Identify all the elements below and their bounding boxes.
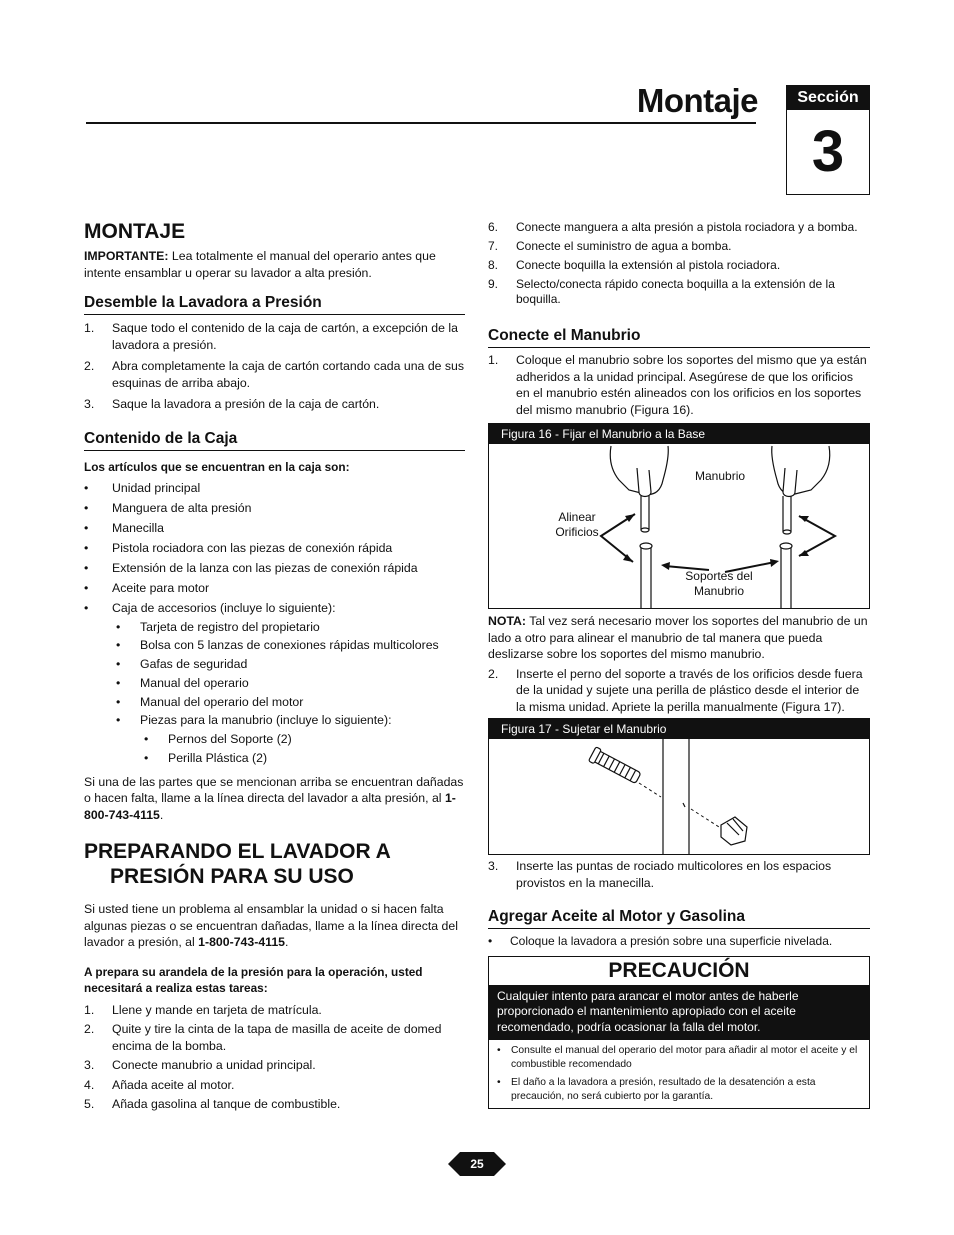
list-item: • Perilla Plástica (2) [144,751,268,766]
list-item: • Pernos del Soporte (2) [144,732,292,747]
unpack-step: 3. Saque la lavadora a presión de la caja de cartón. [84,397,380,411]
title-rule [86,122,756,124]
task-step: 1. Llene y mande en tarjeta de matrícula. [84,1002,322,1017]
contents-heading: Contenido de la Caja [84,429,465,451]
important-text: Lea totalmente el manual del operario antes que intente ensamblar u operar su lavador a alta presión. [84,249,436,280]
phone-number: 1-800-743-4115 [198,935,285,950]
list-item: • Extensión de la lanza con las piezas de conexión rápida [84,561,418,575]
contents-list [84,480,465,617]
task-step: 4. Añada aceite al motor. [84,1077,235,1092]
label-manubrio: Manubrio [695,469,746,483]
unpack-heading: Desemble la Lavadora a Presión [84,293,465,315]
handle-tube-icon [663,739,689,854]
caution-box [488,956,870,1110]
handle-step-1 [488,352,870,418]
setup-step: 7. Conecte el suministro de agua a bomba. [488,239,732,253]
list-item: • Aceite para motor [84,581,210,595]
list-item: • Bolsa con 5 lanzas de conexiones rápidas multicolores [116,638,439,653]
handle-step: 1. Coloque el manubrio sobre los soportes del mismo que ya están adheridos a la unidad principal. Asegúrese de que los orificios en el manubrio estén alineados con los orificios en los soportes del mismo manubrio (Figura 16). [488,353,867,417]
figure-17-caption: Figura 17 - Sujetar el Manubrio [489,719,869,739]
unpack-step: 2. Abra completamente la caja de cartón cortando cada una de sus esquinas de arriba abajo. [84,359,465,390]
figure-16-caption: Figura 16 - Fijar el Manubrio a la Base [489,424,869,444]
unpack-step: 1. Saque todo el contenido de la caja de cartón, a excepción de la lavadora a presión. [84,321,458,352]
important-paragraph [84,248,465,281]
left-column [84,220,465,1113]
right-hand-icon [772,446,830,494]
list-item: • Unidad principal [84,481,201,495]
right-column [488,220,870,1109]
handle-step-3 [488,858,870,891]
task-step: 5. Añada gasolina al tanque de combustible. [84,1097,341,1112]
list-item: • Consulte el manual del operario del motor para añadir al motor el aceite y el combustible recomendado [497,1045,858,1070]
missing-parts-paragraph: Si una de las partes que se mencionan arriba se encuentran dañadas o hacen falta, llame a la línea directa del lavador a alta presión, al 1-800-743-4115. [84,774,464,822]
list-item: • Pistola rociadora con las piezas de conexión rápida [84,541,393,555]
list-item: • Manual del operario [116,675,249,690]
section-number: 3 [786,110,870,195]
montaje-heading: MONTAJE [84,220,186,243]
note-label: NOTA: [488,614,527,628]
list-item: • El daño a la lavadora a presión, resultado de la desatención a esta precaución, no será cubierto por la garantía. [497,1077,816,1102]
phone-number: 1-800-743-4115 [84,791,456,822]
setup-step: 9. Selecto/conecta rápido conecta boquilla a la extensión de la boquilla. [488,277,835,306]
list-item: • Coloque la lavadora a presión sobre una superficie nivelada. [488,934,833,948]
label-align-holes: Alinear Orificios [555,510,599,539]
plastic-knob-icon [721,817,747,845]
handle-step: 3. Inserte las puntas de rociado multicolores en los espacios provistos en la manecilla. [488,859,832,890]
oil-heading: Agregar Aceite al Motor y Gasolina [488,907,870,929]
handle-heading: Conecte el Manubrio [488,326,870,348]
figure-17-illustration [489,739,869,854]
setup-steps [488,220,870,306]
list-item: • Manual del operario del motor [116,694,304,709]
figure-17 [488,718,870,855]
setup-step: 8. Conecte boquilla la extensión al pistola rociadora. [488,258,781,272]
prepare-heading: PREPARANDO EL LAVADOR A PRESIÓN PARA SU USO [84,840,391,889]
list-item: • Manguera de alta presión [84,501,252,515]
list-item: • Tarjeta de registro del propietario [116,619,320,634]
caution-title: PRECAUCIÓN [608,958,750,982]
list-item: • Manecilla [84,521,164,535]
task-step: 3. Conecte manubrio a unidad principal. [84,1058,316,1073]
page-number: 25 [470,1157,484,1171]
task-step: 2. Quite y tire la cinta de la tapa de masilla de aceite de domed encima de la bomba. [84,1022,442,1053]
label-handle-supports: Soportes del Manubrio [685,569,753,598]
unpack-steps [84,320,465,413]
prepare-paragraph: Si usted tiene un problema al ensamblar la unidad o si hacen falta algunas piezas o se encuentran dañadas, llame a la línea directa del lavador a presión, al 1-800-743-4115. [84,902,458,950]
bolt-icon [589,747,642,786]
handle-step: 2. Inserte el perno del soporte a través de los orificios desde fuera de la unidad y sujete una perilla de plástico desde el interior de la misma unidad. Apriete la perilla manualmente (Figura 17). [488,666,863,714]
figure-16 [488,423,870,609]
tasks-intro: A prepara su arandela de la presión para la operación, usted necesitará a realiza estas tareas: [84,964,423,996]
accessories-list [84,619,465,729]
important-label: IMPORTANTE: [84,249,169,263]
list-item: • Gafas de seguridad [116,657,248,672]
handle-parts-list [84,731,465,766]
page-title: Montaje [636,82,758,119]
list-item: • Piezas para la manubrio (incluye lo siguiente): [116,713,392,728]
handle-step-2 [488,666,870,716]
left-support-icon [641,546,651,608]
list-item: • Caja de accesorios (incluye lo siguiente): [84,601,336,615]
oil-list [488,933,870,950]
note-paragraph: NOTA: Tal vez será necesario mover los soportes del manubrio de un lado a otro para alinear el manubrio de tal manera que pueda deslizarse sobre los soportes del mismo manubrio. [488,614,868,661]
caution-warning: Cualquier intento para arancar el motor antes de haberle proporcionado el mantenimiento apropiado con el aceite recomendado, podría ocasionar la falla del motor. [489,985,869,1041]
caution-list [489,1040,869,1108]
setup-step: 6. Conecte manguera a alta presión a pistola rociadora y a bomba. [488,220,858,234]
contents-intro: Los artículos que se encuentran en la caja son: [84,459,350,474]
right-support-icon [781,546,791,608]
tasks-list [84,1002,465,1113]
section-label: Sección [786,85,870,110]
